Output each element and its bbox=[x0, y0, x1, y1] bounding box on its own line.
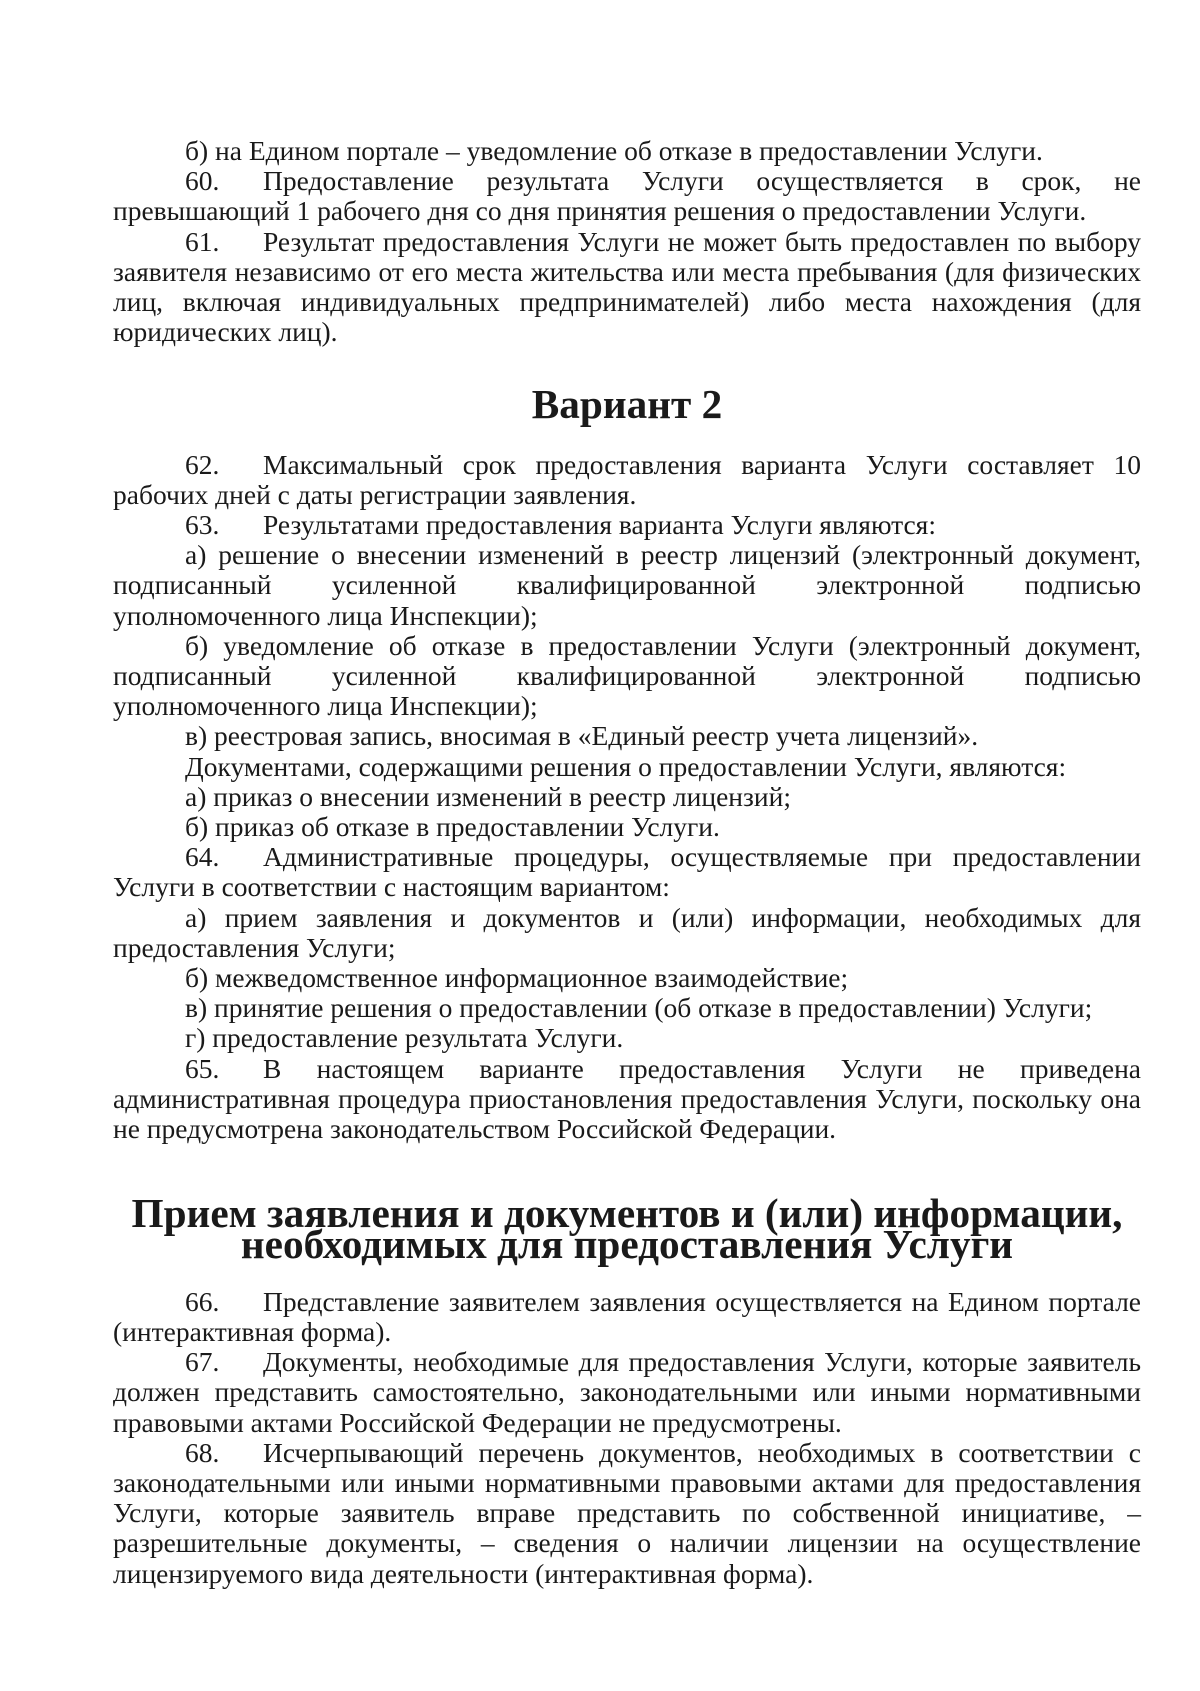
paragraph-text: Документы, необходимые для предоставления Услуги, которые заявитель должен представить самостоятельно, законодательными или иными нормативными правовыми актами Российской Федерации не предусмотрены. bbox=[113, 1346, 1141, 1438]
paragraph-text: Исчерпывающий перечень документов, необходимых в соответствии с законодательными или иными нормативными правовыми актами для предоставления Услуги, которые заявитель вправе представить по собственной инициативе, – разрешительные документы, – сведения о наличии лицензии на осуществление лицензируемого вида деятельности (интерактивная форма). bbox=[113, 1436, 1141, 1589]
list-item bbox=[113, 963, 1141, 993]
list-item bbox=[113, 631, 1141, 722]
list-item bbox=[113, 903, 1141, 963]
paragraph-text: в) реестровая запись, вносимая в «Единый реестр учета лицензий». bbox=[185, 720, 979, 752]
paragraph-65 bbox=[113, 1054, 1141, 1145]
list-item bbox=[113, 993, 1141, 1023]
paragraph-text: б) уведомление об отказе в предоставлении Услуги (электронный документ, подписанный усиленной квалифицированной электронной подписью уполномоченного лица Инспекции); bbox=[113, 629, 1141, 722]
paragraph-text: Документами, содержащими решения о предоставлении Услуги, являются: bbox=[185, 750, 1067, 782]
paragraph-68 bbox=[113, 1438, 1141, 1589]
variant-heading: Вариант 2 bbox=[531, 381, 723, 428]
paragraph-text: Максимальный срок предоставления варианта Услуги составляет 10 рабочих дней с даты регистрации заявления. bbox=[113, 448, 1141, 510]
section-heading: Прием заявления и документов и (или) информации, необходимых для предоставления Услуги bbox=[131, 1190, 1123, 1267]
paragraph-text: а) прием заявления и документов и (или) информации, необходимых для предоставления Услуги; bbox=[113, 901, 1141, 963]
paragraph-number: 66. bbox=[185, 1285, 220, 1317]
paragraph-61 bbox=[113, 227, 1141, 348]
paragraph-text: В настоящем варианте предоставления Услуги не приведена административная процедура приостановления предоставления Услуги, поскольку она не предусмотрена законодательством Российской Федерации. bbox=[113, 1052, 1141, 1145]
paragraph-60 bbox=[113, 166, 1141, 226]
paragraph-number: 68. bbox=[185, 1436, 220, 1468]
paragraph-text: г) предоставление результата Услуги. bbox=[185, 1022, 624, 1054]
paragraph-text: в) принятие решения о предоставлении (об отказе в предоставлении) Услуги; bbox=[185, 992, 1093, 1024]
paragraph-text: б) приказ об отказе в предоставлении Услуги. bbox=[185, 811, 720, 843]
paragraph-text: Предоставление результата Услуги осуществляется в срок, не превышающий 1 рабочего дня со дня принятия решения о предоставлении Услуги. bbox=[113, 165, 1141, 227]
paragraph-group-top bbox=[113, 136, 1141, 347]
paragraph-text: Представление заявителем заявления осуществляется на Едином портале (интерактивная форма). bbox=[113, 1285, 1141, 1347]
paragraph bbox=[113, 136, 1141, 166]
paragraph-number: 65. bbox=[185, 1052, 220, 1084]
paragraph-text: а) приказ о внесении изменений в реестр лицензий; bbox=[185, 780, 791, 812]
list-item bbox=[113, 782, 1141, 812]
paragraph-text: б) на Едином портале – уведомление об отказе в предоставлении Услуги. bbox=[185, 135, 1043, 166]
list-item bbox=[113, 812, 1141, 842]
paragraph-number: 62. bbox=[185, 448, 220, 480]
list-item bbox=[113, 540, 1141, 631]
list-item bbox=[113, 1023, 1141, 1053]
paragraph-text: Административные процедуры, осуществляемые при предоставлении Услуги в соответствии с настоящим вариантом: bbox=[113, 841, 1141, 903]
paragraph-number: 61. bbox=[185, 225, 220, 257]
paragraph-64 bbox=[113, 842, 1141, 902]
paragraph-group-variant bbox=[113, 450, 1141, 1145]
list-item bbox=[113, 721, 1141, 751]
paragraph-number: 60. bbox=[185, 165, 220, 197]
paragraph-number: 64. bbox=[185, 841, 220, 873]
paragraph-number: 63. bbox=[185, 509, 220, 541]
paragraph-group-section bbox=[113, 1287, 1141, 1589]
paragraph-66 bbox=[113, 1287, 1141, 1347]
paragraph-text: Результат предоставления Услуги не может быть предоставлен по выбору заявителя независимо от его места жительства или места пребывания (для физических лиц, включая индивидуальных предприниматeлей) либо места нахождения (для юридических лиц). bbox=[113, 225, 1141, 348]
paragraph-63 bbox=[113, 510, 1141, 540]
document-page bbox=[113, 136, 1141, 1589]
paragraph-67 bbox=[113, 1347, 1141, 1438]
paragraph-text: б) межведомственное информационное взаимодействие; bbox=[185, 962, 849, 994]
paragraph-text: а) решение о внесении изменений в реестр лицензий (электронный документ, подписанный усиленной квалифицированной электронной подписью уполномоченного лица Инспекции); bbox=[113, 539, 1141, 631]
paragraph bbox=[113, 752, 1141, 782]
paragraph-62 bbox=[113, 450, 1141, 510]
paragraph-text: Результатами предоставления варианта Услуги являются: bbox=[263, 509, 936, 541]
paragraph-number: 67. bbox=[185, 1346, 220, 1378]
